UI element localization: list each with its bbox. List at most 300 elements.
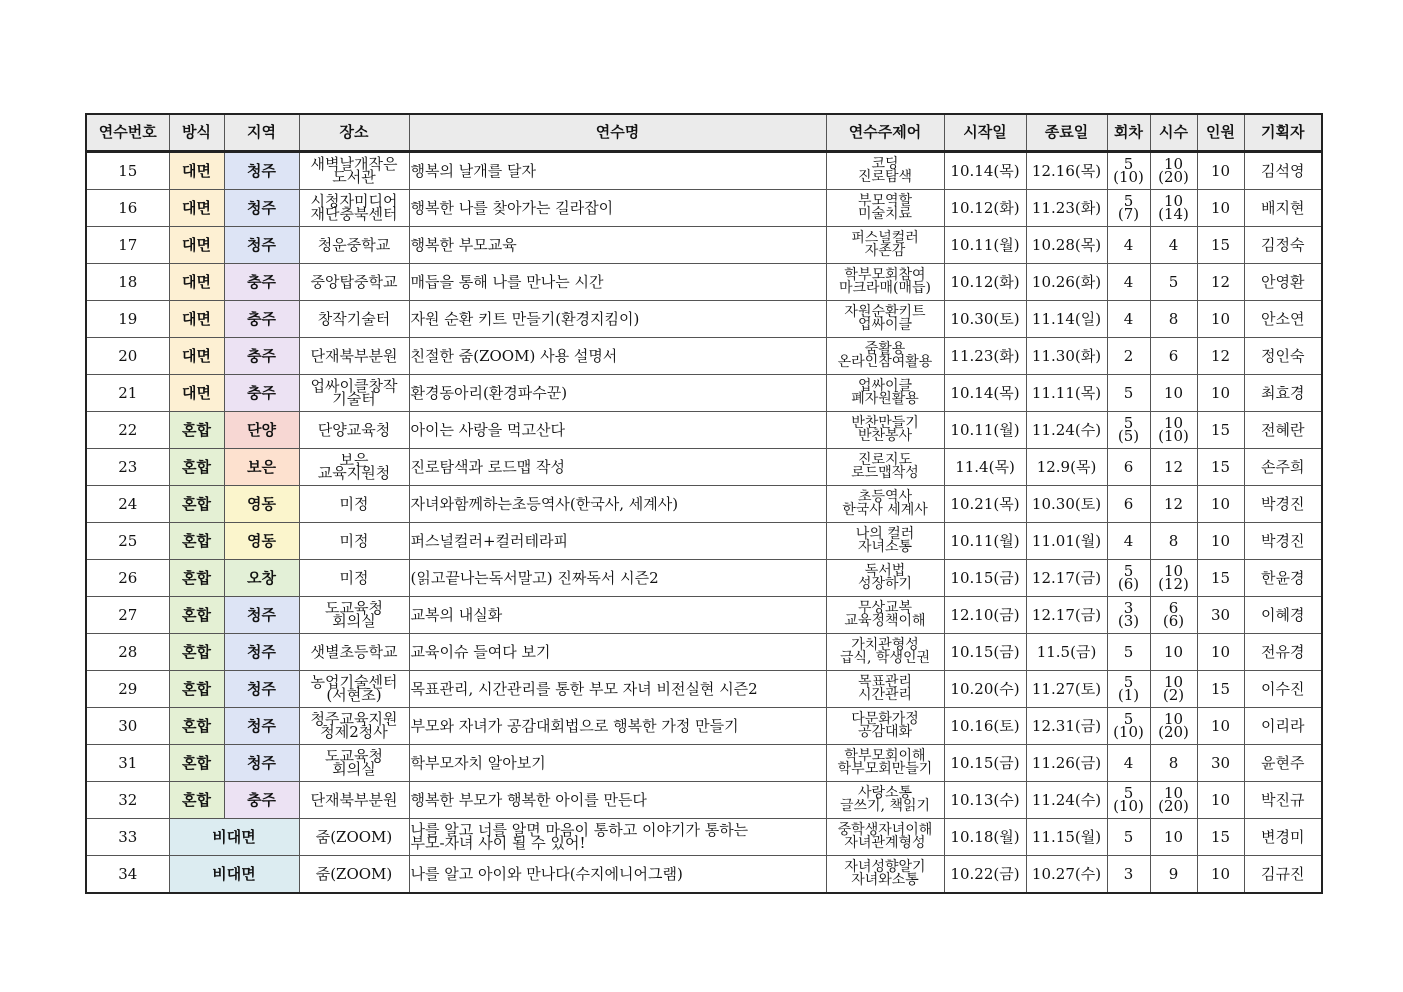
method-cell: 대면 — [169, 152, 224, 190]
topic-keywords — [826, 856, 944, 894]
place-cell — [299, 634, 409, 671]
place-cell — [299, 708, 409, 745]
topic-keywords — [826, 745, 944, 782]
session-count — [1107, 523, 1150, 560]
cell-line: 8 — [1168, 753, 1179, 772]
cell-line: 4 — [1123, 235, 1134, 254]
cell-line: 자녀성향알기 — [844, 859, 926, 875]
end-date: 10.30(토) — [1026, 486, 1107, 523]
hours-count — [1150, 634, 1197, 671]
start-date: 10.14(목) — [944, 375, 1026, 412]
people-count: 12 — [1197, 264, 1244, 301]
hours-count — [1150, 671, 1197, 708]
course-number: 21 — [86, 375, 169, 412]
topic-keywords — [826, 782, 944, 819]
cell-line: 온라인참여활용 — [837, 354, 933, 370]
place-cell — [299, 375, 409, 412]
cell-line: 4 — [1168, 235, 1179, 254]
cell-line: 12 — [1163, 457, 1184, 476]
cell-line: 자원순환키트 — [844, 304, 926, 320]
cell-line: 부모-자녀 사이 될 수 있어! — [410, 834, 586, 852]
course-number: 26 — [86, 560, 169, 597]
cell-line: 반찬봉사 — [857, 428, 913, 444]
planner-name: 박경진 — [1244, 486, 1322, 523]
topic-keywords — [826, 819, 944, 856]
hours-count — [1150, 227, 1197, 264]
hours-count — [1150, 560, 1197, 597]
topic-keywords — [826, 486, 944, 523]
course-number: 32 — [86, 782, 169, 819]
start-date: 10.11(월) — [944, 412, 1026, 449]
session-count — [1107, 634, 1150, 671]
cell-line: 가치관형성 — [851, 637, 919, 653]
cell-line: (20) — [1158, 797, 1189, 815]
region-cell: 보은 — [224, 449, 299, 486]
cell-line: 5 — [1168, 272, 1179, 291]
table-row — [86, 190, 1322, 227]
session-count — [1107, 486, 1150, 523]
start-date: 10.12(화) — [944, 264, 1026, 301]
cell-line: 사랑소통 — [857, 785, 913, 801]
session-count — [1107, 412, 1150, 449]
table-row — [86, 523, 1322, 560]
cell-line: (서현초) — [326, 686, 382, 704]
cell-line: 시간관리 — [857, 687, 913, 703]
cell-line: 3 — [1123, 864, 1134, 883]
header-cell: 인원 — [1197, 114, 1244, 152]
cell-line: 중학생자녀이해 — [837, 822, 933, 838]
course-number: 23 — [86, 449, 169, 486]
cell-line: 성장하기 — [857, 576, 913, 592]
cell-line: (7) — [1117, 205, 1140, 223]
cell-line: 기술터 — [332, 390, 376, 408]
end-date: 11.30(화) — [1026, 338, 1107, 375]
region-cell: 청주 — [224, 190, 299, 227]
topic-keywords — [826, 412, 944, 449]
method-cell: 대면 — [169, 301, 224, 338]
place-cell — [299, 856, 409, 894]
planner-name: 최효경 — [1244, 375, 1322, 412]
hours-count — [1150, 782, 1197, 819]
hours-count — [1150, 745, 1197, 782]
topic-keywords — [826, 264, 944, 301]
cell-line: 줌(ZOOM) — [315, 864, 393, 883]
cell-line: 학부모회만들기 — [837, 761, 933, 777]
planner-name: 변경미 — [1244, 819, 1322, 856]
topic-keywords — [826, 597, 944, 634]
hours-count — [1150, 708, 1197, 745]
hours-count — [1150, 338, 1197, 375]
header-cell: 연수주제어 — [826, 114, 944, 152]
region-cell: 청주 — [224, 745, 299, 782]
course-title: 학부모자치 알아보기 — [409, 745, 826, 782]
cell-line: 업싸이클창작 — [310, 377, 398, 395]
cell-line: 재단충북센터 — [310, 205, 398, 223]
cell-line: 도서관 — [332, 168, 376, 186]
cell-line: 줌활용 — [864, 341, 906, 357]
region-cell: 청주 — [224, 152, 299, 190]
cell-line: 공감대화 — [857, 724, 913, 740]
cell-line: 업싸이클 — [857, 378, 913, 394]
session-count — [1107, 560, 1150, 597]
cell-line: (2) — [1162, 686, 1185, 704]
course-number: 22 — [86, 412, 169, 449]
method-cell: 혼합 — [169, 449, 224, 486]
cell-line: 독서법 — [864, 563, 906, 579]
planner-name: 김규진 — [1244, 856, 1322, 894]
people-count: 15 — [1197, 227, 1244, 264]
region-cell: 청주 — [224, 634, 299, 671]
cell-line: 10 — [1163, 642, 1184, 661]
course-number: 30 — [86, 708, 169, 745]
start-date: 10.14(목) — [944, 152, 1026, 190]
cell-line: 코딩 — [871, 156, 899, 172]
cell-line: 부모역할 — [857, 193, 913, 209]
header-row — [86, 114, 1322, 152]
cell-line: 나를 알고 너를 알면 마음이 통하고 이야기가 통하는 — [410, 821, 749, 839]
course-title: 교육이슈 들여다 보기 — [409, 634, 826, 671]
cell-line: 단재북부분원 — [310, 790, 398, 809]
cell-line: 4 — [1123, 309, 1134, 328]
topic-keywords — [826, 449, 944, 486]
end-date: 10.26(화) — [1026, 264, 1107, 301]
cell-line: 교육지원청 — [317, 464, 391, 482]
place-cell — [299, 227, 409, 264]
course-number: 19 — [86, 301, 169, 338]
session-count — [1107, 375, 1150, 412]
planner-name: 김석영 — [1244, 152, 1322, 190]
table-row — [86, 708, 1322, 745]
start-date: 10.15(금) — [944, 560, 1026, 597]
region-cell: 충주 — [224, 375, 299, 412]
cell-line: 10 — [1163, 192, 1184, 210]
course-title: 환경동아리(환경파수꾼) — [409, 375, 826, 412]
topic-keywords — [826, 560, 944, 597]
table-row — [86, 412, 1322, 449]
method-cell: 비대면 — [169, 819, 299, 856]
table-row — [86, 560, 1322, 597]
end-date: 10.27(수) — [1026, 856, 1107, 894]
start-date: 10.30(토) — [944, 301, 1026, 338]
cell-line: 10 — [1163, 155, 1184, 173]
place-cell — [299, 190, 409, 227]
cell-line: 10 — [1163, 383, 1184, 402]
course-number: 15 — [86, 152, 169, 190]
hours-count — [1150, 375, 1197, 412]
cell-line: 초등역사 — [857, 489, 913, 505]
header-cell: 방식 — [169, 114, 224, 152]
hours-count — [1150, 819, 1197, 856]
session-count — [1107, 856, 1150, 894]
people-count: 10 — [1197, 856, 1244, 894]
cell-line: 4 — [1123, 531, 1134, 550]
hours-count — [1150, 523, 1197, 560]
method-cell: 대면 — [169, 338, 224, 375]
planner-name: 정인숙 — [1244, 338, 1322, 375]
region-cell: 청주 — [224, 708, 299, 745]
cell-line: 마크라매(매듭) — [838, 280, 932, 296]
cell-line: 5 — [1123, 784, 1134, 802]
end-date: 12.9(목) — [1026, 449, 1107, 486]
place-cell — [299, 264, 409, 301]
end-date: 11.5(금) — [1026, 634, 1107, 671]
cell-line: 10 — [1163, 673, 1184, 691]
cell-line: 샛별초등학교 — [310, 642, 398, 661]
cell-line: (1) — [1117, 686, 1140, 704]
header-cell: 연수명 — [409, 114, 826, 152]
cell-line: 회의실 — [332, 760, 376, 778]
cell-line: 창작기술터 — [317, 309, 391, 328]
cell-line: 5 — [1123, 642, 1134, 661]
cell-line: 8 — [1168, 309, 1179, 328]
cell-line: 자녀소통 — [857, 539, 913, 555]
place-cell — [299, 819, 409, 856]
cell-line: 6 — [1123, 457, 1134, 476]
method-cell: 혼합 — [169, 523, 224, 560]
table-row — [86, 264, 1322, 301]
start-date: 10.18(월) — [944, 819, 1026, 856]
header-cell: 기획자 — [1244, 114, 1322, 152]
start-date: 10.15(금) — [944, 745, 1026, 782]
cell-line: 중앙탑중학교 — [310, 272, 398, 291]
place-cell — [299, 560, 409, 597]
table-row — [86, 486, 1322, 523]
cell-line: 도교육청 — [325, 599, 383, 617]
table-row — [86, 782, 1322, 819]
cell-line: 5 — [1123, 827, 1134, 846]
cell-line: (6) — [1117, 575, 1140, 593]
planner-name: 박경진 — [1244, 523, 1322, 560]
hours-count — [1150, 597, 1197, 634]
people-count: 15 — [1197, 819, 1244, 856]
method-cell: 혼합 — [169, 486, 224, 523]
cell-line: 회의실 — [332, 612, 376, 630]
people-count: 15 — [1197, 560, 1244, 597]
cell-line: 시청자미디어 — [310, 192, 398, 210]
topic-keywords — [826, 190, 944, 227]
cell-line: (10) — [1158, 427, 1189, 445]
region-cell: 영동 — [224, 486, 299, 523]
topic-keywords — [826, 708, 944, 745]
table-row — [86, 301, 1322, 338]
session-count — [1107, 819, 1150, 856]
cell-line: 10 — [1163, 414, 1184, 432]
course-title: 행복한 부모교육 — [409, 227, 826, 264]
header-cell: 연수번호 — [86, 114, 169, 152]
cell-line: 청운중학교 — [317, 235, 391, 254]
course-number: 33 — [86, 819, 169, 856]
session-count — [1107, 708, 1150, 745]
cell-line: 6 — [1168, 599, 1179, 617]
end-date: 11.14(일) — [1026, 301, 1107, 338]
course-title: 퍼스널컬러+컬러테라피 — [409, 523, 826, 560]
place-cell — [299, 745, 409, 782]
people-count: 12 — [1197, 338, 1244, 375]
cell-line: 업싸이클 — [857, 317, 913, 333]
header-cell: 종료일 — [1026, 114, 1107, 152]
hours-count — [1150, 190, 1197, 227]
place-cell — [299, 597, 409, 634]
end-date: 12.16(목) — [1026, 152, 1107, 190]
cell-line: 미정 — [339, 568, 369, 587]
cell-line: 5 — [1123, 414, 1134, 432]
training-schedule-table — [85, 113, 1323, 894]
course-title: 나를 알고 아이와 만나다(수지에니어그램) — [409, 856, 826, 894]
course-number: 31 — [86, 745, 169, 782]
hours-count — [1150, 486, 1197, 523]
method-cell: 혼합 — [169, 708, 224, 745]
region-cell: 충주 — [224, 264, 299, 301]
cell-line: 무상교복 — [857, 600, 913, 616]
method-cell: 대면 — [169, 264, 224, 301]
cell-line: 8 — [1168, 531, 1179, 550]
session-count — [1107, 597, 1150, 634]
planner-name: 이혜경 — [1244, 597, 1322, 634]
course-title: 행복한 나를 찾아가는 길라잡이 — [409, 190, 826, 227]
session-count — [1107, 301, 1150, 338]
region-cell: 청주 — [224, 597, 299, 634]
cell-line: 농업기술센터 — [310, 673, 398, 691]
end-date: 11.15(월) — [1026, 819, 1107, 856]
cell-line: 청주교육지원 — [310, 710, 398, 728]
method-cell: 대면 — [169, 375, 224, 412]
cell-line: 미정 — [339, 494, 369, 513]
cell-line: 3 — [1123, 599, 1134, 617]
header-cell: 시수 — [1150, 114, 1197, 152]
cell-line: 교육정책이해 — [844, 613, 926, 629]
cell-line: 5 — [1123, 192, 1134, 210]
cell-line: 10 — [1163, 827, 1184, 846]
header-cell: 시작일 — [944, 114, 1026, 152]
start-date: 10.21(목) — [944, 486, 1026, 523]
start-date: 10.12(화) — [944, 190, 1026, 227]
course-number: 28 — [86, 634, 169, 671]
cell-line: 미술치료 — [857, 206, 913, 222]
cell-line: 자녀관계형성 — [844, 835, 926, 851]
topic-keywords — [826, 227, 944, 264]
table-row — [86, 375, 1322, 412]
table-row — [86, 819, 1322, 856]
people-count: 10 — [1197, 301, 1244, 338]
topic-keywords — [826, 523, 944, 560]
region-cell: 오창 — [224, 560, 299, 597]
course-number: 29 — [86, 671, 169, 708]
session-count — [1107, 190, 1150, 227]
course-number: 17 — [86, 227, 169, 264]
session-count — [1107, 671, 1150, 708]
region-cell: 청주 — [224, 671, 299, 708]
session-count — [1107, 152, 1150, 190]
cell-line: 폐자원활용 — [851, 391, 919, 407]
start-date: 10.11(월) — [944, 523, 1026, 560]
cell-line: 나의 컬러 — [855, 526, 915, 542]
course-title: 행복한 부모가 행복한 아이를 만든다 — [409, 782, 826, 819]
table-row — [86, 634, 1322, 671]
planner-name: 전유경 — [1244, 634, 1322, 671]
hours-count — [1150, 449, 1197, 486]
place-cell — [299, 671, 409, 708]
hours-count — [1150, 856, 1197, 894]
people-count: 10 — [1197, 634, 1244, 671]
people-count: 30 — [1197, 597, 1244, 634]
course-title — [409, 819, 826, 856]
table-row — [86, 449, 1322, 486]
hours-count — [1150, 412, 1197, 449]
cell-line: 보은 — [339, 451, 369, 469]
cell-line: 5 — [1123, 710, 1134, 728]
cell-line: 9 — [1168, 864, 1179, 883]
table-row — [86, 856, 1322, 894]
session-count — [1107, 338, 1150, 375]
cell-line: (6) — [1162, 612, 1185, 630]
place-cell — [299, 301, 409, 338]
people-count: 10 — [1197, 190, 1244, 227]
cell-line: (3) — [1117, 612, 1140, 630]
table-row — [86, 152, 1322, 190]
course-title: 친절한 줌(ZOOM) 사용 설명서 — [409, 338, 826, 375]
region-cell: 충주 — [224, 301, 299, 338]
course-title: (읽고끝나는독서말고) 진짜독서 시즌2 — [409, 560, 826, 597]
region-cell: 충주 — [224, 338, 299, 375]
place-cell — [299, 449, 409, 486]
table-row — [86, 338, 1322, 375]
cell-line: 진로지도 — [857, 452, 913, 468]
planner-name: 한윤경 — [1244, 560, 1322, 597]
people-count: 15 — [1197, 671, 1244, 708]
hours-count — [1150, 152, 1197, 190]
cell-line: 5 — [1123, 383, 1134, 402]
session-count — [1107, 227, 1150, 264]
cell-line: 학부모회참여 — [844, 267, 926, 283]
cell-line: 2 — [1123, 346, 1134, 365]
course-title: 교복의 내실화 — [409, 597, 826, 634]
hours-count — [1150, 264, 1197, 301]
method-cell: 대면 — [169, 227, 224, 264]
table-row — [86, 671, 1322, 708]
cell-line: 로드맵작성 — [851, 465, 919, 481]
people-count: 10 — [1197, 523, 1244, 560]
place-cell — [299, 486, 409, 523]
cell-line: 퍼스널컬러 — [851, 230, 919, 246]
cell-line: 새벽날개작은 — [310, 155, 398, 173]
topic-keywords — [826, 375, 944, 412]
region-cell: 청주 — [224, 227, 299, 264]
course-title: 진로탐색과 로드맵 작성 — [409, 449, 826, 486]
cell-line: 4 — [1123, 753, 1134, 772]
method-cell: 혼합 — [169, 745, 224, 782]
course-number: 24 — [86, 486, 169, 523]
cell-line: (5) — [1117, 427, 1140, 445]
people-count: 15 — [1197, 412, 1244, 449]
course-number: 16 — [86, 190, 169, 227]
planner-name: 배지현 — [1244, 190, 1322, 227]
place-cell — [299, 338, 409, 375]
table-row — [86, 227, 1322, 264]
start-date: 10.13(수) — [944, 782, 1026, 819]
cell-line: (10) — [1113, 723, 1144, 741]
region-cell: 충주 — [224, 782, 299, 819]
cell-line: 5 — [1123, 155, 1134, 173]
session-count — [1107, 745, 1150, 782]
cell-line: 미정 — [339, 531, 369, 550]
start-date: 10.16(토) — [944, 708, 1026, 745]
cell-line: 글쓰기, 책읽기 — [839, 798, 931, 814]
people-count: 10 — [1197, 708, 1244, 745]
planner-name: 윤현주 — [1244, 745, 1322, 782]
cell-line: (10) — [1113, 797, 1144, 815]
end-date: 11.24(수) — [1026, 782, 1107, 819]
cell-line: 청제2청사 — [320, 723, 388, 741]
